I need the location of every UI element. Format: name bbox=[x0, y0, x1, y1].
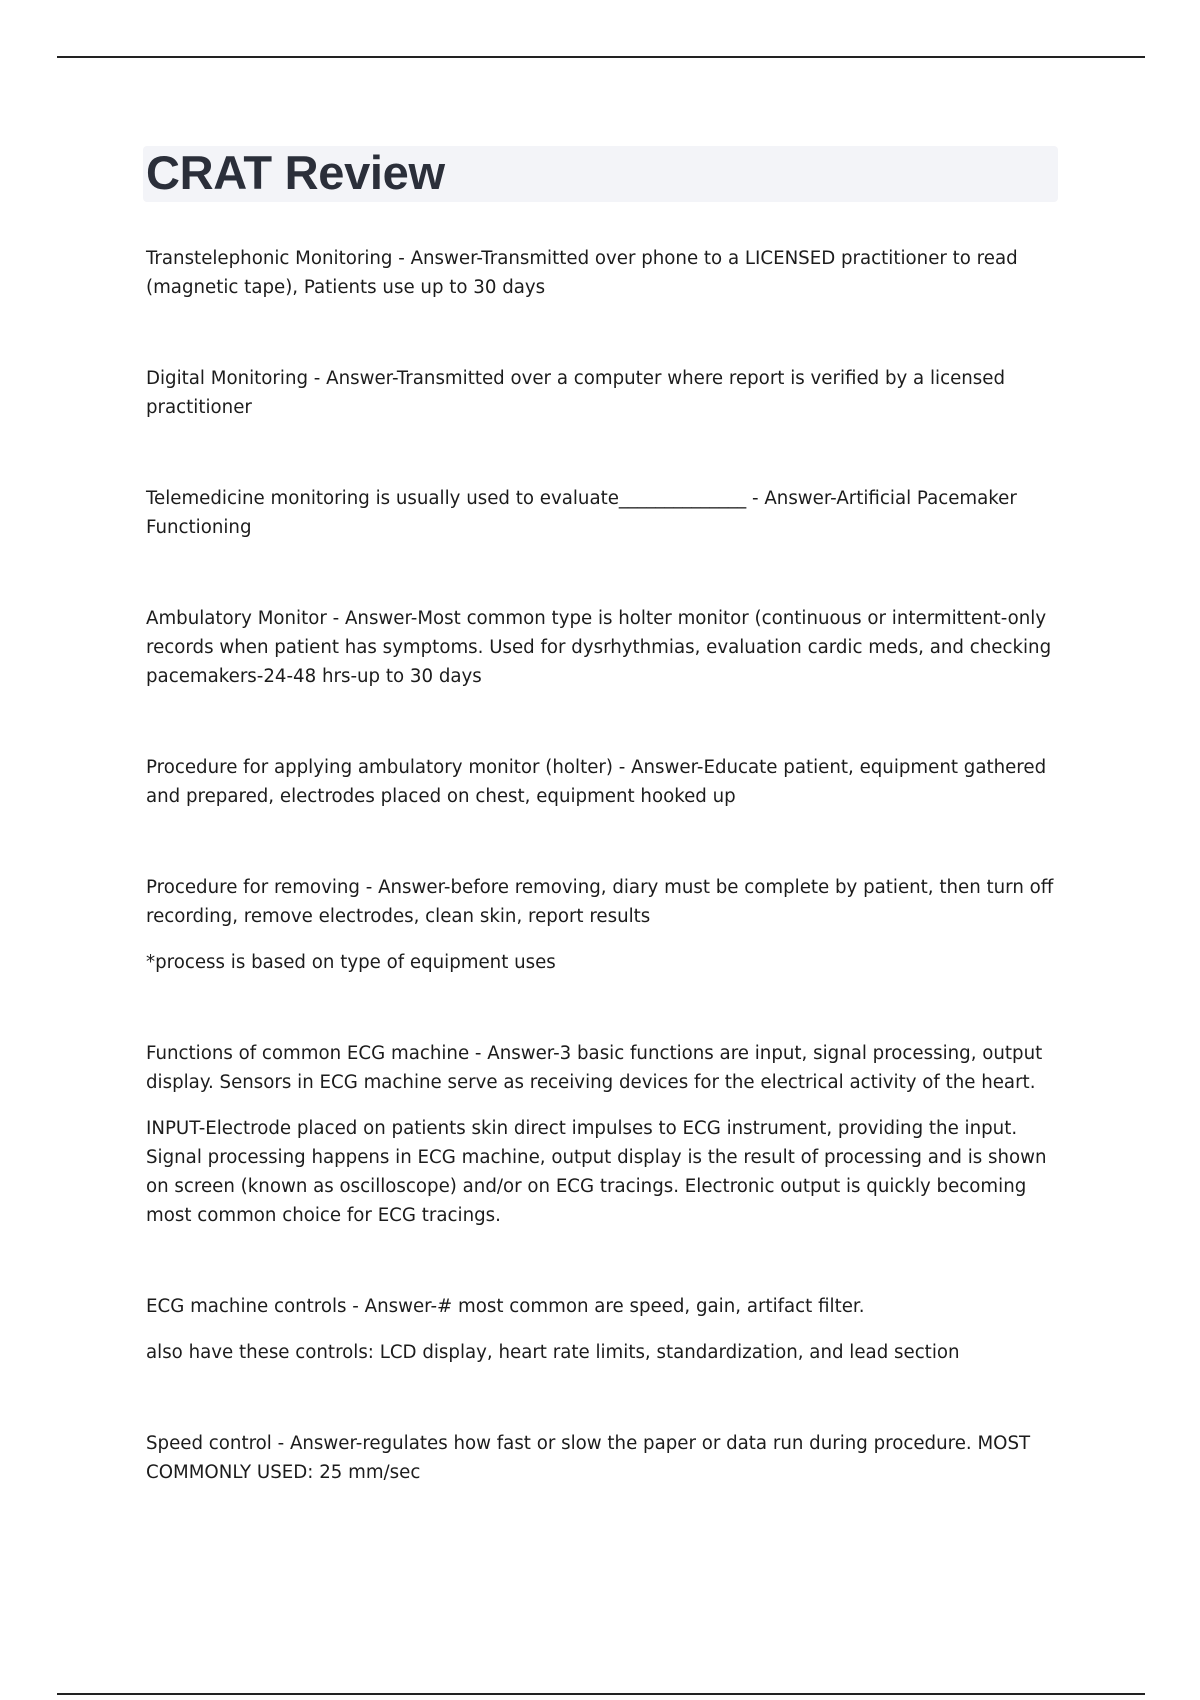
qa-entry bbox=[146, 753, 1061, 811]
top-divider bbox=[57, 56, 1145, 58]
qa-entry bbox=[146, 873, 1061, 977]
entry-paragraph: Procedure for applying ambulatory monitor (holter) - Answer-Educate patient, equipment gathered and prepared, electrodes placed on chest, equipment hooked up bbox=[146, 757, 1047, 807]
entry-paragraph: also have these controls: LCD display, heart rate limits, standardization, and lead section bbox=[146, 1342, 960, 1363]
entry-paragraph: Transtelephonic Monitoring - Answer-Transmitted over phone to a LICENSED practitioner to read (magnetic tape), Patients use up to 30 days bbox=[146, 248, 1018, 298]
entry-paragraph: INPUT-Electrode placed on patients skin direct impulses to ECG instrument, providing the input. Signal processing happens in ECG machine, output display is the result of processing and is shown on screen (known as oscilloscope) and/or on ECG tracings. Electronic output is quickly becoming most common choice for ECG tracings. bbox=[146, 1118, 1047, 1226]
entry-paragraph: Telemedicine monitoring is usually used to evaluate______________ - Answer-Artificial Pacemaker Functioning bbox=[146, 488, 1017, 538]
entry-paragraph: Ambulatory Monitor - Answer-Most common type is holter monitor (continuous or intermittent-only records when patient has symptoms. Used for dysrhythmias, evaluation cardic meds, and checking pacemakers-24-48 hrs-up to 30 days bbox=[146, 608, 1052, 687]
entry-paragraph: Procedure for removing - Answer-before removing, diary must be complete by patient, then turn off recording, remove electrodes, clean skin, report results bbox=[146, 877, 1054, 927]
qa-entry bbox=[146, 1292, 1061, 1367]
entry-paragraph: Digital Monitoring - Answer-Transmitted over a computer where report is verified by a licensed practitioner bbox=[146, 368, 1006, 418]
qa-entry bbox=[146, 604, 1061, 691]
qa-entry bbox=[146, 1429, 1061, 1487]
document-body bbox=[146, 244, 1061, 1487]
entry-note: *process is based on type of equipment uses bbox=[146, 952, 556, 973]
entry-paragraph: Functions of common ECG machine - Answer-3 basic functions are input, signal processing, output display. Sensors in ECG machine serve as receiving devices for the electrical activity of the heart. bbox=[146, 1043, 1043, 1093]
entry-paragraph: ECG machine controls - Answer-# most common are speed, gain, artifact filter. bbox=[146, 1296, 865, 1317]
qa-entry bbox=[146, 364, 1061, 422]
entry-paragraph: Speed control - Answer-regulates how fast or slow the paper or data run during procedure. MOST COMMONLY USED: 25 mm/sec bbox=[146, 1433, 1031, 1483]
qa-entry bbox=[146, 244, 1061, 302]
qa-entry bbox=[146, 484, 1061, 542]
bottom-divider bbox=[57, 1693, 1145, 1695]
page-title: CRAT Review bbox=[146, 146, 445, 199]
qa-entry bbox=[146, 1039, 1061, 1230]
